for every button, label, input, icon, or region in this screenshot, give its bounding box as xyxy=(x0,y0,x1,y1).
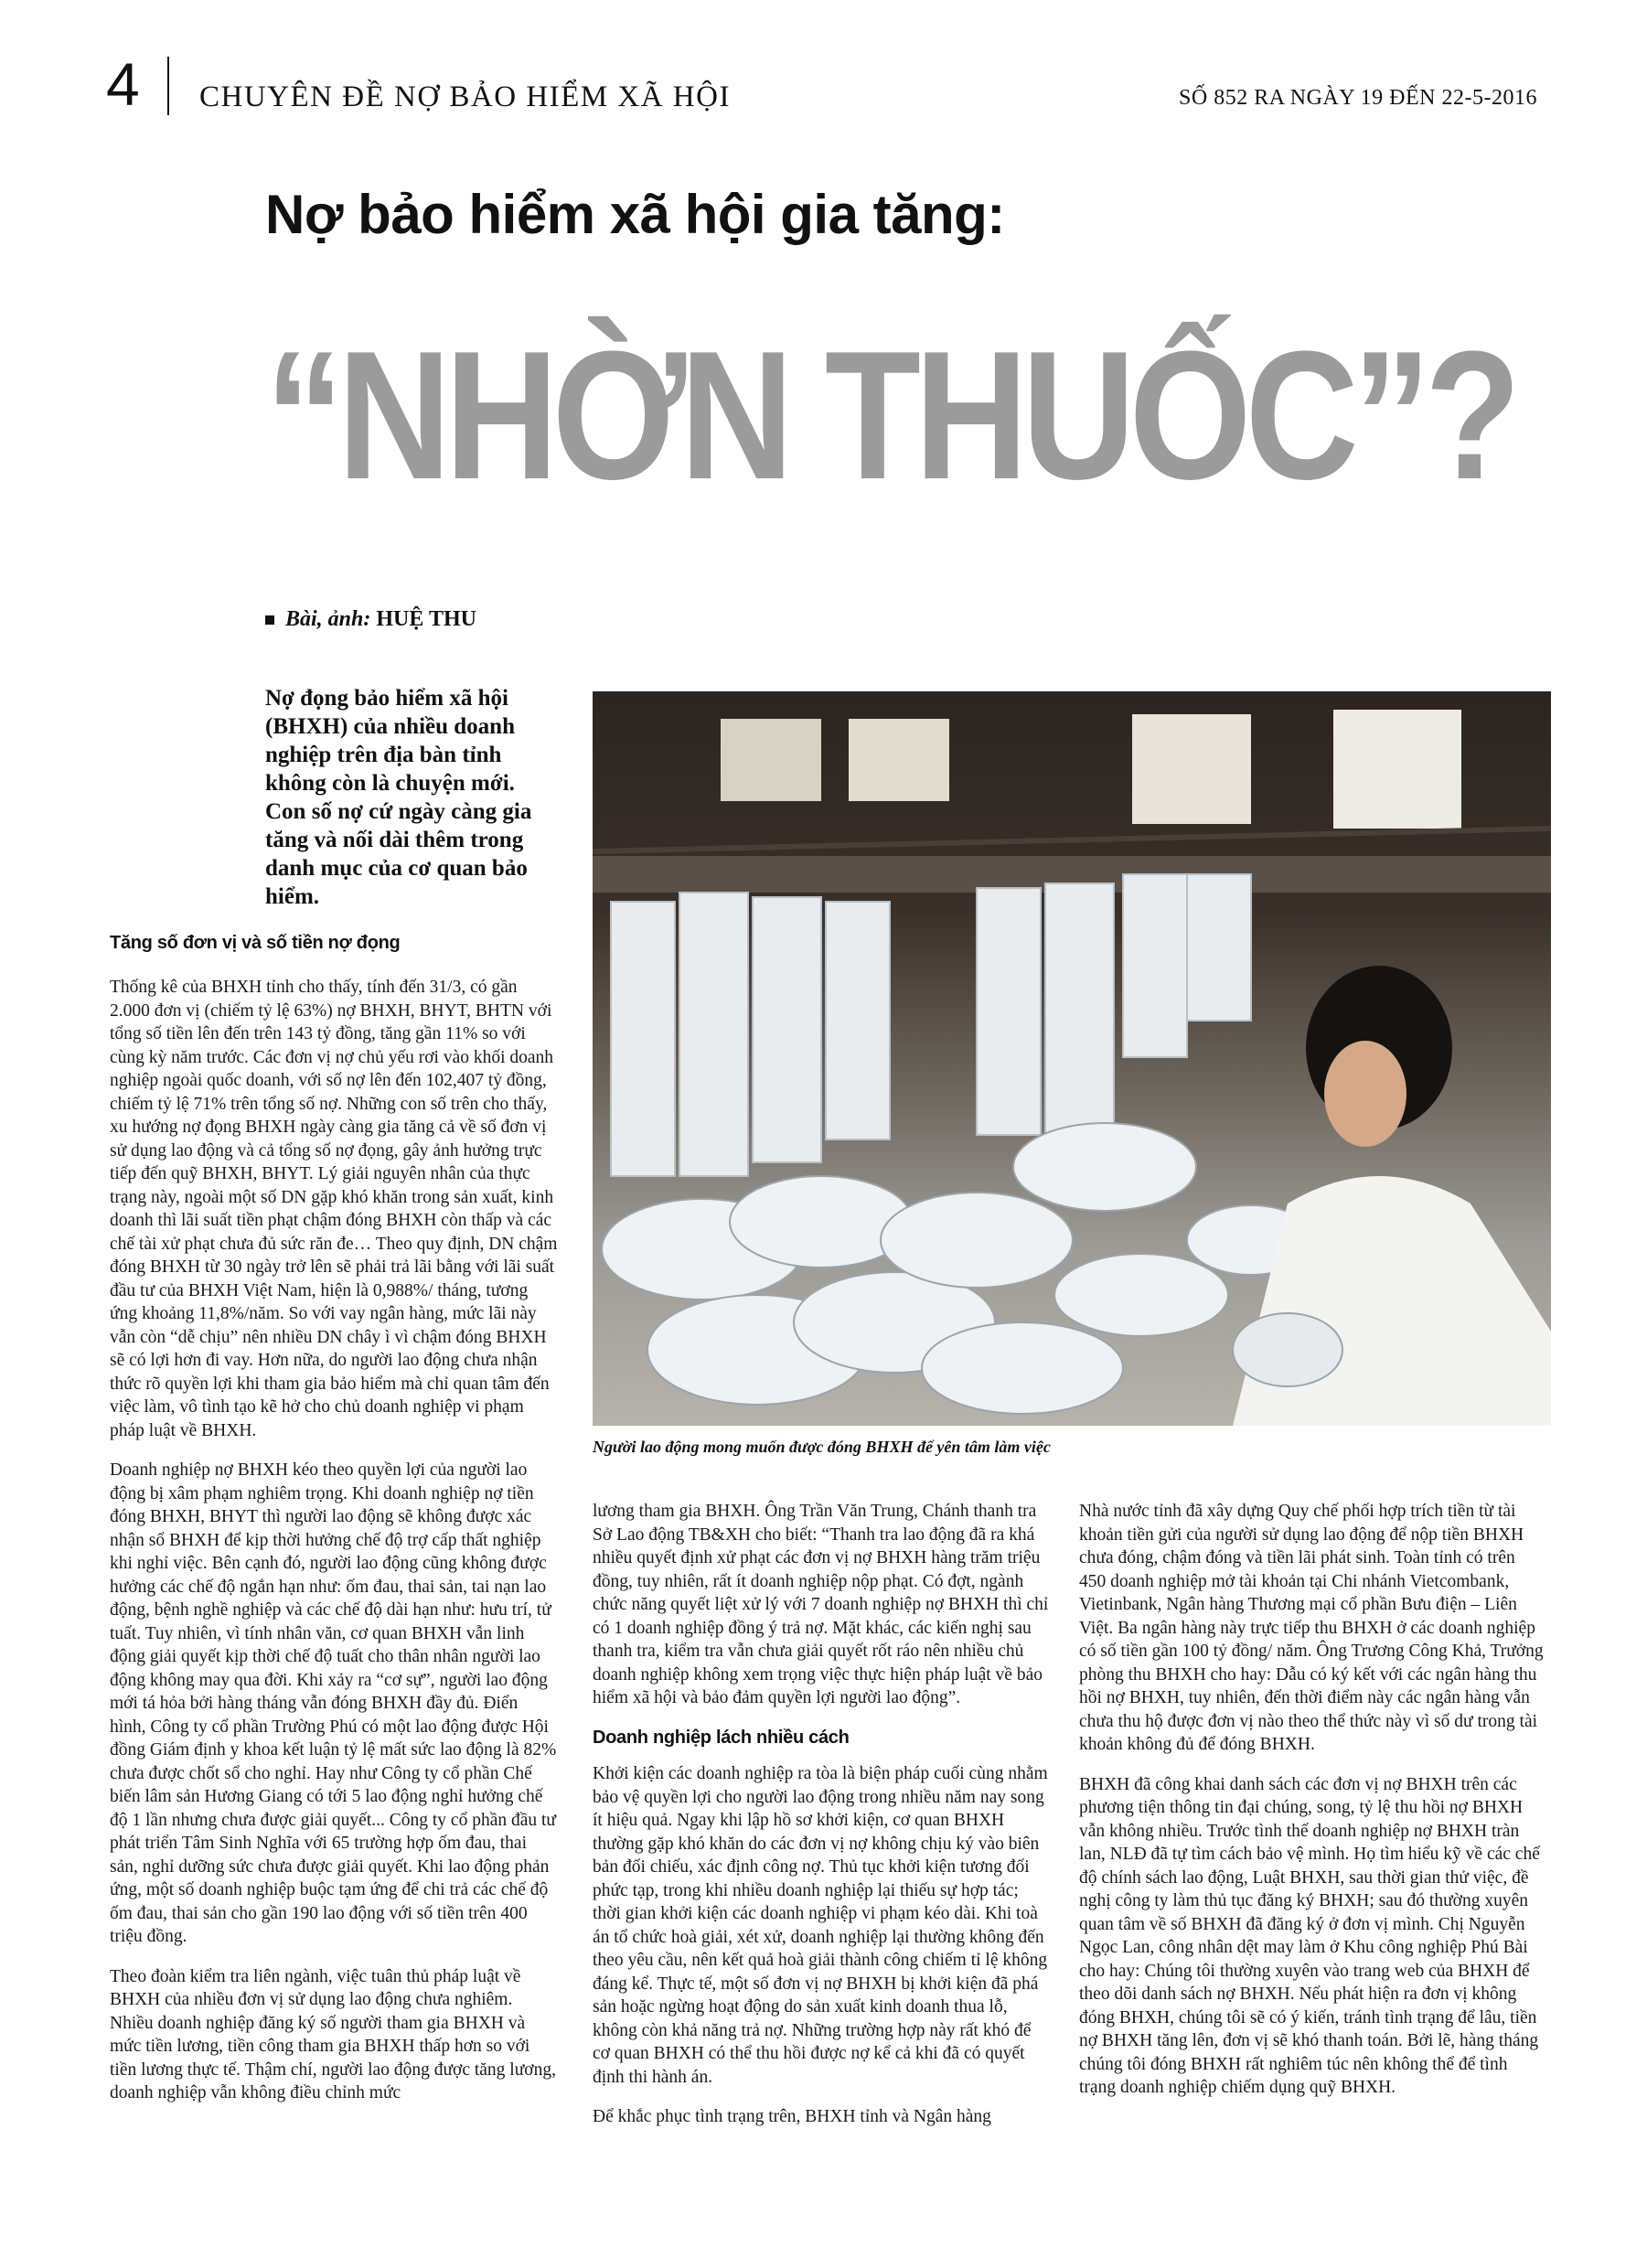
bullet-square-icon xyxy=(265,615,274,625)
subhead-1: Tăng số đơn vị và số tiền nợ đọng xyxy=(110,933,401,953)
col2-paragraph-3: Để khắc phục tình trạng trên, BHXH tỉnh và Ngân hàng xyxy=(593,2107,991,2126)
column-2 xyxy=(593,1500,1050,2145)
header-divider xyxy=(167,57,169,115)
col3-paragraph-1: Nhà nước tỉnh đã xây dựng Quy chế phối hợp trích tiền từ tài khoản tiền gửi của người sử dụng lao động để nộp tiền BHXH chưa đóng, chậm đóng và tiền lãi phát sinh. Toàn tỉnh có trên 450 doanh nghiệp mở tài khoản tại Chi nhánh Vietcombank, Vietinbank, Ngân hàng Thương mại cổ phần Bưu điện – Liên Việt. Ba ngân hàng này trực tiếp thu BHXH ở các doanh nghiệp có số tiền gần 100 tỷ đồng/ năm. Ông Trương Công Khả, Trưởng phòng thu BHXH cho hay: Dẫu có ký kết với các ngân hàng thu hồi nợ BHXH, tuy nhiên, đến thời điểm này các ngân hàng vẫn chưa thu hộ được đơn vị nào theo thể thức này vì số dư trong tài khoản không đủ để đóng BHXH. xyxy=(1079,1502,1544,1754)
column-3 xyxy=(1079,1500,1545,2116)
page-number: 4 xyxy=(106,50,140,118)
byline xyxy=(265,607,476,632)
issue-info: SỐ 852 RA NGÀY 19 ĐẾN 22-5-2016 xyxy=(1179,86,1537,110)
photo-caption: Người lao động mong muốn được đóng BHXH để yên tâm làm việc xyxy=(593,1438,1051,1456)
col3-paragraph-2: BHXH đã công khai danh sách các đơn vị nợ BHXH trên các phương tiện thông tin đại chúng, song, tỷ lệ thu hồi nợ BHXH vẫn không nhiều. Trước tình thế doanh nghiệp nợ BHXH tràn lan, NLĐ đã tự tìm cách bảo vệ mình. Họ tìm hiểu kỹ về các chế độ chính sách lao động, Luật BHXH, sau thời gian thử việc, đề nghị công ty làm thủ tục đăng ký BHXH; sau đó thường xuyên quan tâm về số BHXH đã đăng ký ở đơn vị mình. Chị Nguyễn Ngọc Lan, công nhân dệt may làm ở Khu công nghiệp Phú Bài cho hay: Chúng tôi thường xuyên vào trang web của BHXH để theo dõi danh sách nợ BHXH. Nếu phát hiện ra đơn vị không đóng BHXH, chúng tôi sẽ có ý kiến, tránh tình trạng để lâu, tiền nợ BHXH tăng lên, đơn vị sẽ khó thanh toán. Bởi lẽ, hàng tháng chúng tôi đóng BHXH rất nghiêm túc nên không thể để tình trạng doanh nghiệp chiếm dụng quỹ BHXH. xyxy=(1079,1774,1540,2097)
col2-paragraph-1: lương tham gia BHXH. Ông Trần Văn Trung, Chánh thanh tra Sở Lao động TB&XH cho biết: “Thanh tra lao động đã ra khá nhiều quyết định xử phạt các đơn vị nợ BHXH hàng trăm triệu đồng, tuy nhiên, rất ít doanh nghiệp nộp phạt. Có đợt, ngành chức năng quyết liệt xử lý với 7 doanh nghiệp nợ BHXH thì chỉ có 1 doanh nghiệp đồng ý trả nợ. Mặt khác, các kiến nghị sau thanh tra, kiểm tra vẫn chưa giải quyết rốt ráo nên nhiều chủ doanh nghiệp không xem trọng việc thực hiện pháp luật về bảo hiểm xã hội và bảo đảm quyền lợi người lao động”. xyxy=(593,1502,1049,1707)
section-title: CHUYÊN ĐỀ NỢ BẢO HIỂM XÃ HỘI xyxy=(199,80,731,113)
col1-paragraph-3: Theo đoàn kiểm tra liên ngành, việc tuân thủ pháp luật về BHXH của nhiều đơn vị sử dụng lao động chưa nghiêm. Nhiều doanh nghiệp đăng ký số người tham gia BHXH và mức tiền lương, tiền công tham gia BHXH thấp hơn so với tiền lương thực tế. Thậm chí, người lao động được tăng lương, doanh nghiệp vẫn không điều chỉnh mức xyxy=(110,1966,556,2102)
article-headline: “NHỜN THUỐC”? xyxy=(265,314,1515,518)
column-1 xyxy=(110,976,558,2122)
col1-paragraph-2: Doanh nghiệp nợ BHXH kéo theo quyền lợi của người lao động bị xâm phạm nghiêm trọng. Khi doanh nghiệp nợ tiền đóng BHXH, BHYT thì người lao động sẽ không được xác nhận sổ BHXH để kịp thời hưởng chế độ trợ cấp thất nghiệp khi nghỉ việc. Bên cạnh đó, người lao động cũng không được hưởng các chế độ ngắn hạn như: ốm đau, thai sản, tai nạn lao động, bệnh nghề nghiệp và các chế độ dài hạn như: hưu trí, tử tuất. Tuy nhiên, vì tính nhân văn, cơ quan BHXH vẫn linh động giải quyết kịp thời chế độ tuất cho thân nhân người lao động không may qua đời. Khi xảy ra “cơ sự”, người lao động mới tá hỏa bởi hàng tháng vẫn đóng BHXH đầy đủ. Điển hình, Công ty cổ phần Trường Phú có một lao động được Hội đồng Giám định y khoa kết luận tỷ lệ mất sức lao động là 82% chưa được chốt sổ cho nghỉ. Hay như Công ty cổ phần Chế biến lâm sản Hương Giang có tới 5 lao động nghỉ hưởng chế độ 1 lần nhưng chưa được giải quyết... Công ty cổ phần đầu tư phát triển Tâm Sinh Nghĩa với 65 trường hợp ốm đau, thai sản, nghỉ dưỡng sức chưa được giải quyết. Khi lao động phản ứng, một số doanh nghiệp buộc tạm ứng để chi trả các chế độ ốm đau, thai sản cho gần 190 lao động với số tiền trên 400 triệu đồng. xyxy=(110,1460,557,1946)
article-kicker: Nợ bảo hiểm xã hội gia tăng: xyxy=(265,184,1005,245)
col2-paragraph-2: Khởi kiện các doanh nghiệp ra tòa là biện pháp cuối cùng nhằm bảo vệ quyền lợi cho người lao động trong nhiều năm nay song ít hiệu quả. Ngay khi lập hồ sơ khởi kiện, cơ quan BHXH thường gặp khó khăn do các đơn vị nợ không chịu ký vào biên bản đối chiếu, xác định công nợ. Thủ tục khởi kiện tương đối phức tạp, trong khi nhiều doanh nghiệp lại thiếu sự hợp tác; thời gian khởi kiện các doanh nghiệp vi phạm kéo dài. Khi toà án tổ chức hoà giải, xét xử, doanh nghiệp lại thường không đến theo yêu cầu, nên kết quả hoà giải thành công chiếm tỉ lệ không đáng kể. Thực tế, một số đơn vị nợ BHXH bị khởi kiện đã phá sản hoặc ngừng hoạt động do sản xuất kinh doanh thua lỗ, không còn khả năng trả nợ. Những trường hợp này rất khó để cơ quan BHXH có thể thu hồi được nợ kể cả khi đã có quyết định thi hành án. xyxy=(593,1764,1048,2087)
col1-paragraph-1: Thống kê của BHXH tỉnh cho thấy, tính đến 31/3, có gần 2.000 đơn vị (chiếm tỷ lệ 63%) nợ BHXH, BHYT, BHTN với tổng số tiền lên đến trên 143 tỷ đồng, tăng gần 11% so với cùng kỳ năm trước. Các đơn vị nợ chủ yếu rơi vào khối doanh nghiệp ngoài quốc doanh, với số nợ lên đến 102,407 tỷ đồng, chiếm tỷ lệ 71% trên tổng số nợ. Những con số trên cho thấy, xu hướng nợ đọng BHXH ngày càng gia tăng cả về số đơn vị sử dụng lao động và cả tổng số nợ đọng, gây ảnh hưởng trực tiếp đến quỹ BHXH, BHYT. Lý giải nguyên nhân của thực trạng này, ngoài một số DN gặp khó khăn trong sản xuất, kinh doanh thì lãi suất tiền phạt chậm đóng BHXH còn thấp và các chế tài xử phạt chưa đủ sức răn đe… Theo quy định, DN chậm đóng BHXH từ 30 ngày trở lên sẽ phải trả lãi bằng với lãi suất đầu tư của BHXH Việt Nam, hiện là 0,988%/ tháng, tương ứng khoảng 11,8%/năm. So với vay ngân hàng, mức lãi này vẫn còn “dễ chịu” nên nhiều DN chây ì vì chậm đóng BHXH sẽ có lợi hơn đi vay. Hơn nữa, do người lao động chưa nhận thức rõ quyền lợi khi tham gia bảo hiểm mà chỉ quan tâm đến việc làm, vô tình tạo kẽ hở cho chủ doanh nghiệp vi phạm pháp luật về BHXH. xyxy=(110,978,558,1440)
subhead-2: Doanh nghiệp lách nhiều cách xyxy=(593,1727,850,1748)
byline-label: Bài, ảnh: xyxy=(285,607,371,631)
byline-author: HUỆ THU xyxy=(376,607,476,631)
article-lede: Nợ đọng bảo hiểm xã hội (BHXH) của nhiều doanh nghiệp trên địa bàn tỉnh không còn là chuyện mới. Con số nợ cứ ngày càng gia tăng và nối dài thêm trong danh mục của cơ quan bảo hiểm. xyxy=(265,686,532,909)
factory-workers-plates-photo xyxy=(593,691,1551,1426)
